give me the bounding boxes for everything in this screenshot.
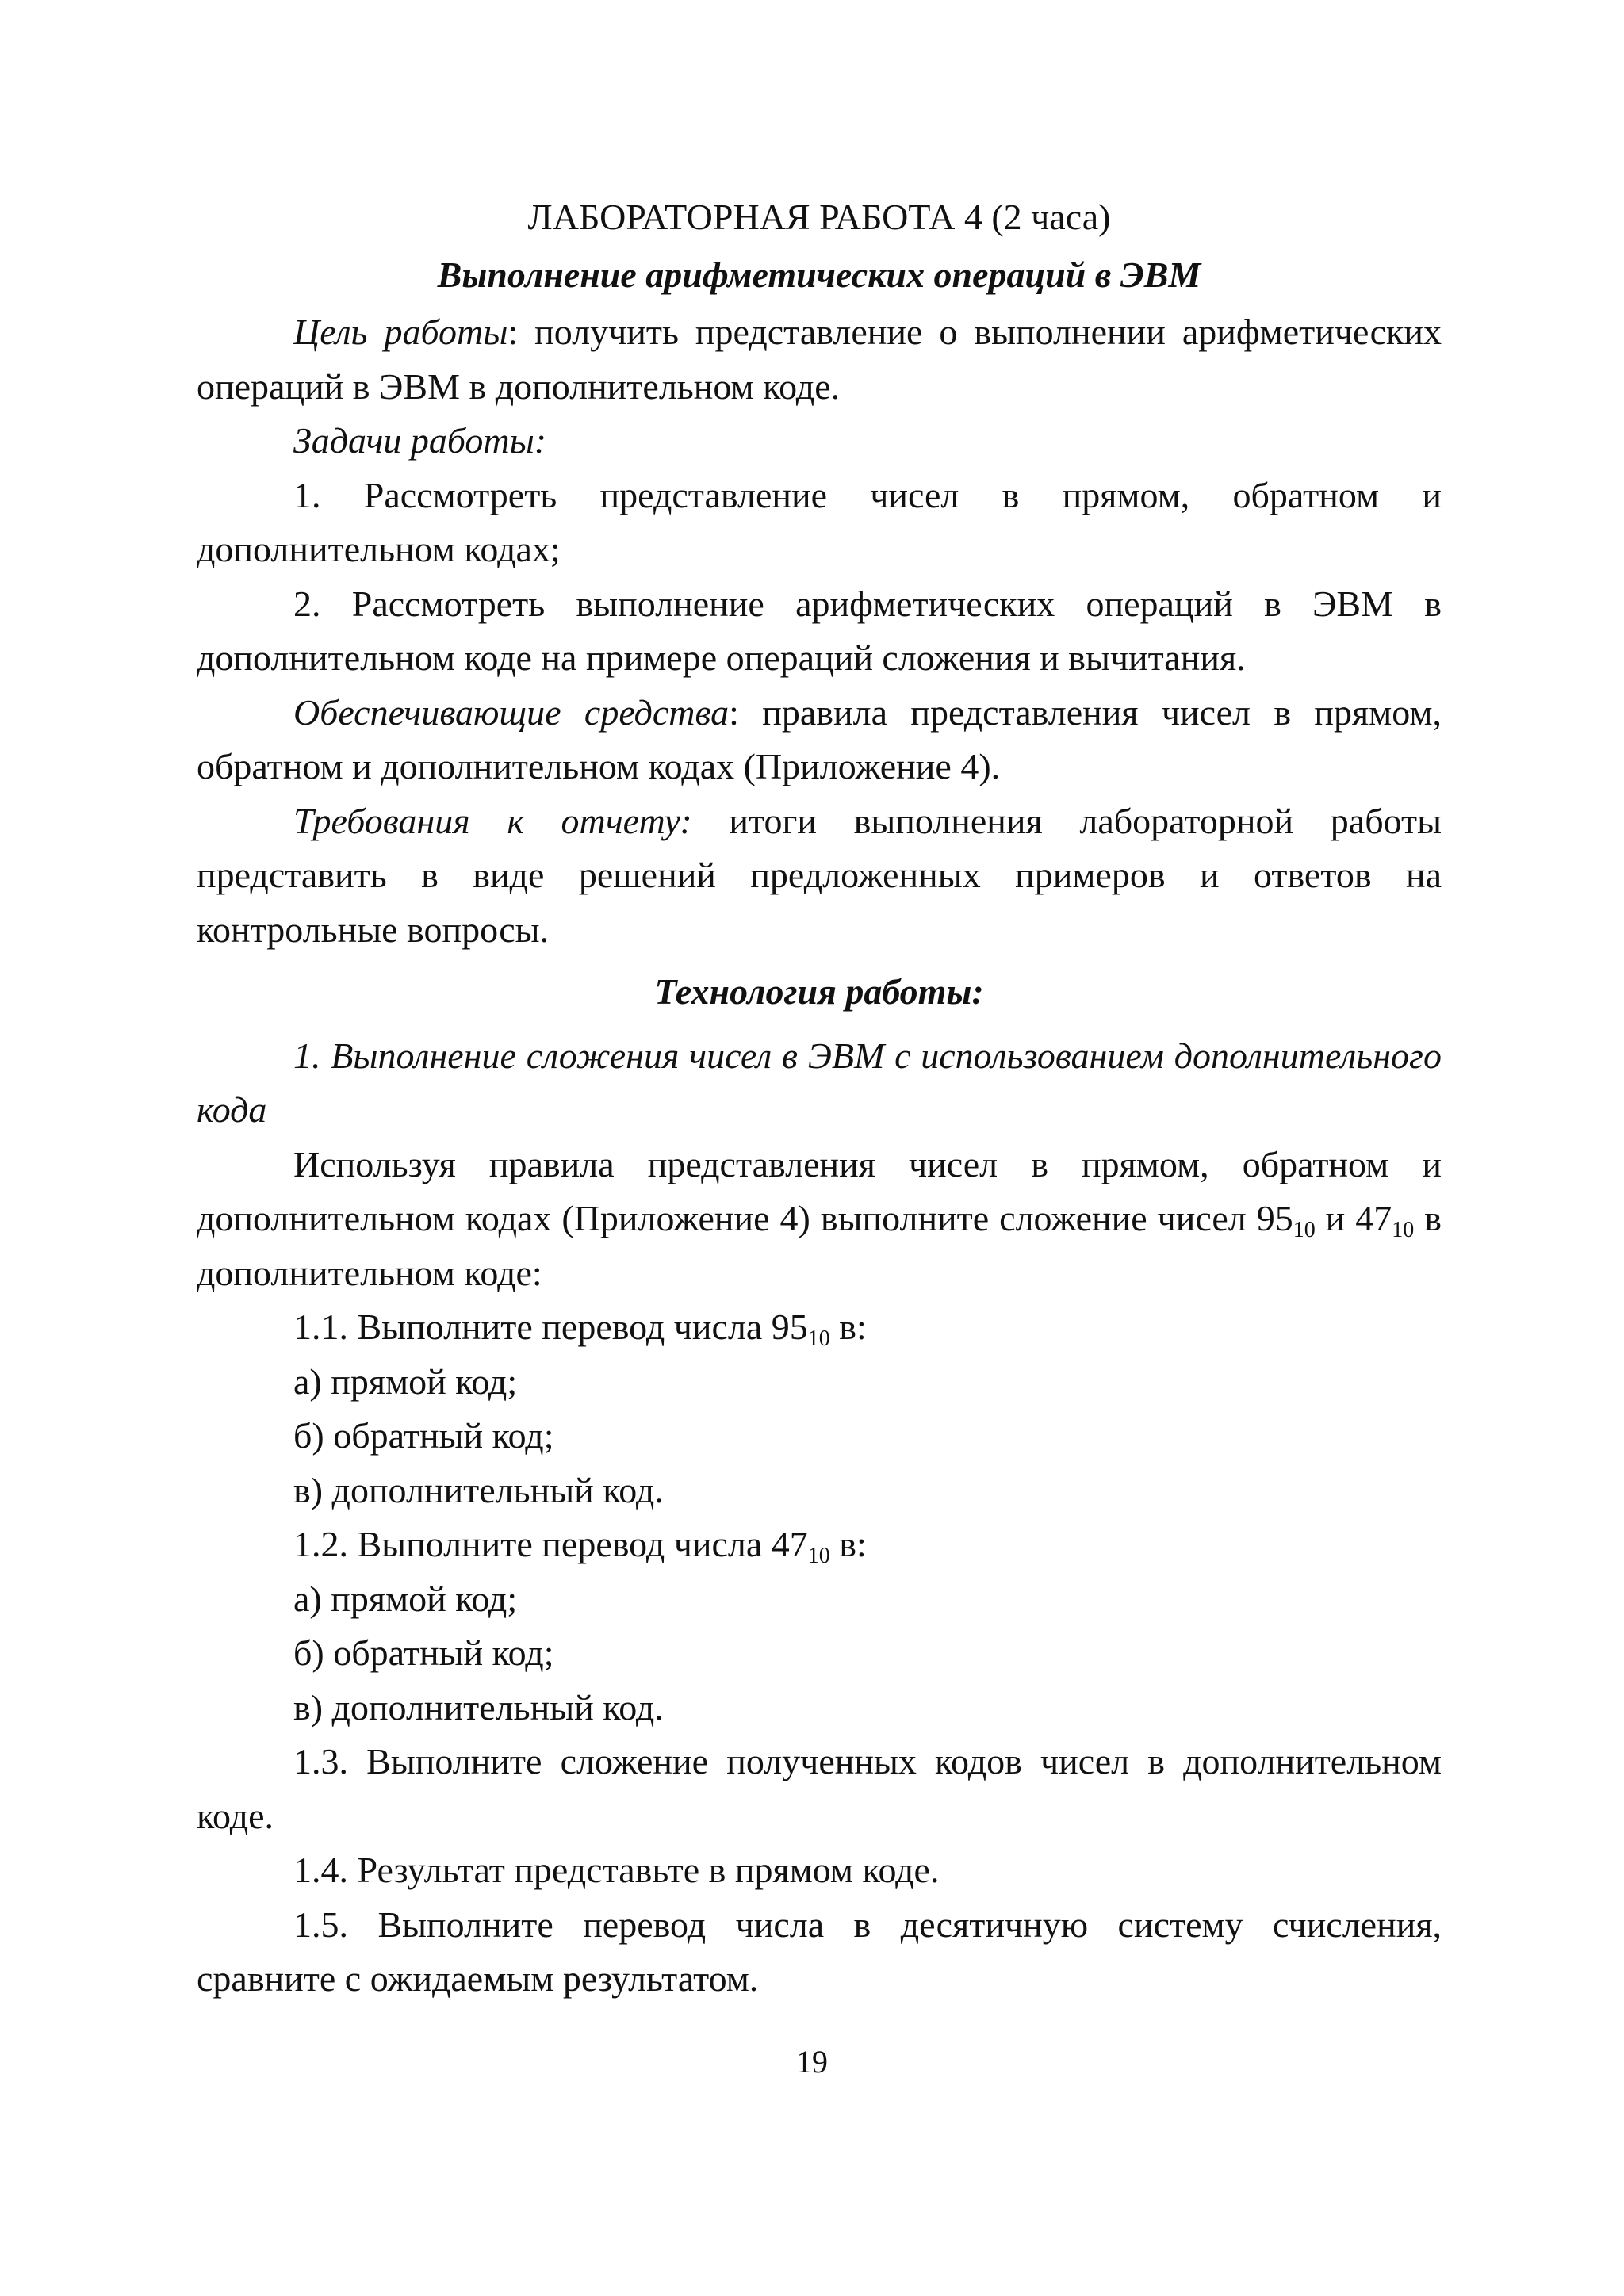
goal-label: Цель работы <box>293 312 508 352</box>
step-1-1-item-b: б) обратный код; <box>293 1415 554 1456</box>
step-1-1-pre: 1.1. Выполните перевод числа 95 <box>293 1307 808 1347</box>
means-label: Обеспечивающие средства <box>293 691 730 733</box>
page-number: 19 <box>796 2044 828 2080</box>
goal-paragraph <box>197 305 1442 414</box>
section-1-title: 1. Выполнение сложения чисел в ЭВМ с использованием дополнительного кода <box>197 1035 1442 1130</box>
step-1-1-item-a: а) прямой код; <box>293 1360 518 1402</box>
step-1-1-post: в: <box>829 1307 867 1347</box>
step-1-1-subscript: 10 <box>807 1326 830 1351</box>
lab-subtitle: Выполнение арифметических операций в ЭВМ <box>437 254 1201 295</box>
step-1-1 <box>197 1300 1442 1355</box>
technology-heading: Технология работы: <box>654 971 984 1012</box>
means-text: : правила представления чисел в прямом, обратном и дополнительном кодах (Приложение 4). <box>197 691 1442 786</box>
report-label: Требования к отчету: <box>293 800 692 841</box>
section-1-intro <box>197 1138 1442 1301</box>
intro-part-1: Используя правила представления чисел в прямом, обратном и дополнительном кодах (Приложение 4) выполните сложение чисел 95 <box>197 1143 1442 1238</box>
intro-part-3: в дополнительном коде: <box>197 1198 1442 1293</box>
step-1-2 <box>197 1517 1442 1572</box>
page-content <box>197 190 1442 2007</box>
means-paragraph <box>197 686 1442 794</box>
intro-subscript-1: 10 <box>1293 1218 1316 1242</box>
report-paragraph <box>197 794 1442 958</box>
step-1-2-item-c: в) дополнительный код. <box>293 1686 664 1728</box>
step-1-4: 1.4. Результат представьте в прямом коде. <box>293 1850 940 1890</box>
intro-subscript-2: 10 <box>1392 1218 1415 1242</box>
step-1-1-item-c: в) дополнительный код. <box>293 1469 664 1510</box>
report-text: итоги выполнения лабораторной работы представить в виде решений предложенных примеров и ответов на контрольные вопросы. <box>197 800 1442 950</box>
step-1-2-subscript: 10 <box>807 1544 830 1568</box>
step-1-5: 1.5. Выполните перевод числа в десятичную систему счисления, сравните с ожидаемым результатом. <box>197 1904 1442 1999</box>
step-1-2-post: в: <box>829 1524 867 1564</box>
task-item-2: 2. Рассмотреть выполнение арифметических операций в ЭВМ в дополнительном коде на примере операций сложения и вычитания. <box>197 583 1442 678</box>
step-1-3: 1.3. Выполните сложение полученных кодов чисел в дополнительном коде. <box>197 1741 1442 1836</box>
goal-text: : получить представление о выполнении арифметических операций в ЭВМ в дополнительном коде. <box>197 312 1442 407</box>
step-1-2-pre: 1.2. Выполните перевод числа 47 <box>293 1524 808 1564</box>
tasks-label: Задачи работы: <box>293 420 547 461</box>
intro-part-2: и 47 <box>1315 1198 1392 1238</box>
task-item-1: 1. Рассмотреть представление чисел в прямом, обратном и дополнительном кодах; <box>197 474 1442 569</box>
step-1-2-item-a: а) прямой код; <box>293 1578 518 1619</box>
step-1-2-item-b: б) обратный код; <box>293 1632 554 1673</box>
lab-title: ЛАБОРАТОРНАЯ РАБОТА 4 (2 часа) <box>527 197 1111 237</box>
